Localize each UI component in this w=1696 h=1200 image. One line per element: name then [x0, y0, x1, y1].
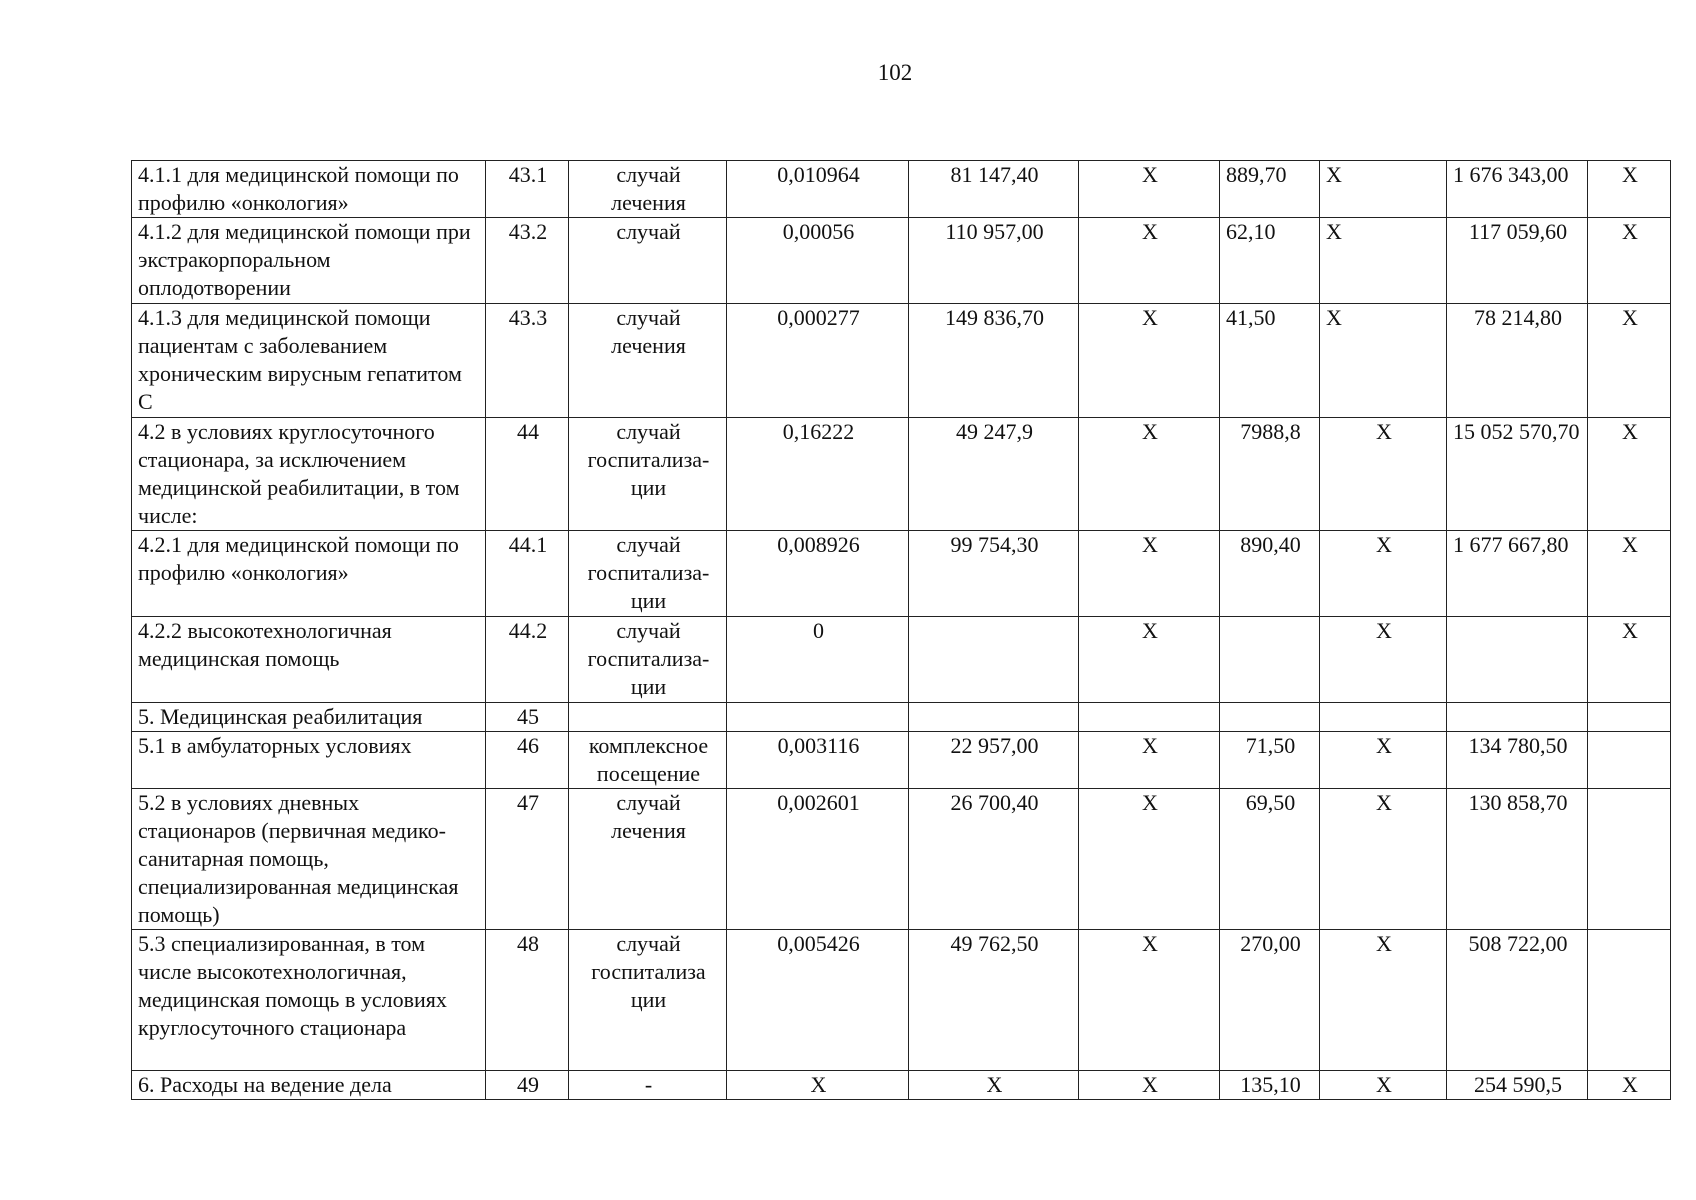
row-unit-cell — [569, 1071, 727, 1100]
row-col7-cell: 62,10 — [1220, 218, 1320, 304]
row-col6-cell: Х — [1079, 161, 1220, 218]
row-col8-cell: Х — [1320, 1071, 1447, 1100]
row-col9-cell: 134 780,50 — [1447, 732, 1588, 789]
row-name-cell: 4.2.2 высокотехнологичная медицинская помощь — [132, 617, 486, 703]
row-col8-cell: Х — [1320, 732, 1447, 789]
row-name-cell: 5.3 специализированная, в том числе высокотехнологичная, медицинская помощь в условиях круглосуточного стационара — [132, 930, 486, 1071]
row-col6-cell: Х — [1079, 304, 1220, 418]
row-col8-cell — [1320, 703, 1447, 732]
row-cost-cell: Х — [909, 1071, 1079, 1100]
unit-line: госпитализа — [591, 959, 706, 984]
unit-line: госпитализа- — [587, 560, 710, 585]
unit-line: случай — [616, 162, 681, 187]
row-cost-cell: 149 836,70 — [909, 304, 1079, 418]
row-col10-cell — [1588, 703, 1671, 732]
row-col10-cell: Х — [1588, 218, 1671, 304]
row-col8-cell: Х — [1320, 531, 1447, 617]
row-name-cell: 4.1.2 для медицинской помощи при экстракорпоральном оплодотворении — [132, 218, 486, 304]
row-col6-cell: Х — [1079, 732, 1220, 789]
row-code-cell: 47 — [486, 789, 569, 930]
financing-table — [131, 160, 1671, 1100]
row-col6-cell: Х — [1079, 930, 1220, 1071]
table-row — [132, 531, 1671, 617]
row-col10-cell: Х — [1588, 161, 1671, 218]
row-name-cell: 4.1.3 для медицинской помощи пациентам с заболеванием хроническим вирусным гепатитом С — [132, 304, 486, 418]
row-col9-cell: 1 676 343,00 — [1447, 161, 1588, 218]
table-row — [132, 218, 1671, 304]
row-name-cell: 6. Расходы на ведение дела — [132, 1071, 486, 1100]
unit-line: случай — [616, 219, 681, 244]
row-col7-cell — [1220, 617, 1320, 703]
row-norm-cell: 0,005426 — [727, 930, 909, 1071]
row-cost-cell: 81 147,40 — [909, 161, 1079, 218]
row-cost-cell: 49 247,9 — [909, 418, 1079, 531]
row-col10-cell: Х — [1588, 1071, 1671, 1100]
row-cost-cell — [909, 617, 1079, 703]
row-col7-cell: 41,50 — [1220, 304, 1320, 418]
row-norm-cell: 0,16222 — [727, 418, 909, 531]
row-col9-cell: 254 590,5 — [1447, 1071, 1588, 1100]
row-code-cell: 44 — [486, 418, 569, 531]
unit-line: - — [644, 1072, 653, 1097]
row-col9-cell — [1447, 703, 1588, 732]
row-col8-cell: Х — [1320, 789, 1447, 930]
row-col6-cell: Х — [1079, 1071, 1220, 1100]
row-col7-cell: 71,50 — [1220, 732, 1320, 789]
row-code-cell: 44.1 — [486, 531, 569, 617]
row-col8-cell: Х — [1320, 418, 1447, 531]
row-col6-cell: Х — [1079, 617, 1220, 703]
row-col7-cell: 69,50 — [1220, 789, 1320, 930]
row-name-cell: 4.1.1 для медицинской помощи по профилю «онкология» — [132, 161, 486, 218]
unit-line: ции — [630, 475, 667, 500]
unit-line: ции — [630, 588, 667, 613]
row-code-cell: 48 — [486, 930, 569, 1071]
unit-line: лечения — [611, 190, 686, 215]
row-code-cell: 44.2 — [486, 617, 569, 703]
unit-line: ции — [630, 674, 667, 699]
row-code-cell: 43.3 — [486, 304, 569, 418]
row-name-cell: 5.1 в амбулаторных условиях — [132, 732, 486, 789]
row-unit-cell — [569, 789, 727, 930]
row-col9-cell: 508 722,00 — [1447, 930, 1588, 1071]
row-unit-cell — [569, 732, 727, 789]
table-row — [132, 930, 1671, 1071]
row-name-cell: 4.2.1 для медицинской помощи по профилю «онкология» — [132, 531, 486, 617]
table-row — [132, 161, 1671, 218]
row-col6-cell: Х — [1079, 789, 1220, 930]
unit-line: госпитализа- — [587, 646, 710, 671]
row-col8-cell: Х — [1320, 930, 1447, 1071]
table-row — [132, 789, 1671, 930]
row-unit-cell — [569, 703, 727, 732]
unit-line: посещение — [596, 761, 701, 786]
row-col10-cell — [1588, 930, 1671, 1071]
row-col10-cell — [1588, 732, 1671, 789]
row-norm-cell: 0,000277 — [727, 304, 909, 418]
unit-line: лечения — [611, 818, 686, 843]
row-col6-cell: Х — [1079, 418, 1220, 531]
row-cost-cell: 22 957,00 — [909, 732, 1079, 789]
row-col7-cell: 135,10 — [1220, 1071, 1320, 1100]
row-norm-cell: 0,008926 — [727, 531, 909, 617]
row-norm-cell: Х — [727, 1071, 909, 1100]
table-row — [132, 703, 1671, 732]
row-norm-cell: 0 — [727, 617, 909, 703]
unit-line: комплексное — [588, 733, 709, 758]
row-col9-cell: 117 059,60 — [1447, 218, 1588, 304]
row-col7-cell: 890,40 — [1220, 531, 1320, 617]
row-col10-cell — [1588, 789, 1671, 930]
row-col8-cell: Х — [1320, 304, 1447, 418]
row-code-cell: 46 — [486, 732, 569, 789]
row-col7-cell: 270,00 — [1220, 930, 1320, 1071]
unit-line: госпитализа- — [587, 447, 710, 472]
table-row — [132, 732, 1671, 789]
row-col10-cell: Х — [1588, 617, 1671, 703]
row-col7-cell: 889,70 — [1220, 161, 1320, 218]
unit-line: случай — [616, 305, 681, 330]
row-cost-cell: 110 957,00 — [909, 218, 1079, 304]
row-col6-cell: Х — [1079, 218, 1220, 304]
table-row — [132, 617, 1671, 703]
row-cost-cell: 99 754,30 — [909, 531, 1079, 617]
row-col8-cell: Х — [1320, 218, 1447, 304]
row-col7-cell — [1220, 703, 1320, 732]
row-col8-cell: Х — [1320, 617, 1447, 703]
row-cost-cell — [909, 703, 1079, 732]
table-row — [132, 304, 1671, 418]
row-unit-cell — [569, 418, 727, 531]
row-col10-cell: Х — [1588, 531, 1671, 617]
row-code-cell: 45 — [486, 703, 569, 732]
unit-line: случай — [616, 532, 681, 557]
row-norm-cell — [727, 703, 909, 732]
row-norm-cell: 0,003116 — [727, 732, 909, 789]
page-number: 102 — [877, 60, 913, 85]
row-cost-cell: 49 762,50 — [909, 930, 1079, 1071]
row-col10-cell: Х — [1588, 418, 1671, 531]
row-col6-cell: Х — [1079, 531, 1220, 617]
row-col10-cell: Х — [1588, 304, 1671, 418]
row-col9-cell: 130 858,70 — [1447, 789, 1588, 930]
row-unit-cell — [569, 617, 727, 703]
row-unit-cell — [569, 161, 727, 218]
row-name-cell: 5. Медицинская реабилитация — [132, 703, 486, 732]
unit-line: случай — [616, 419, 681, 444]
table-row — [132, 1071, 1671, 1100]
row-norm-cell: 0,010964 — [727, 161, 909, 218]
unit-line: случай — [616, 618, 681, 643]
row-col9-cell: 15 052 570,70 — [1447, 418, 1588, 531]
row-col9-cell — [1447, 617, 1588, 703]
row-name-cell: 5.2 в условиях дневных стационаров (первичная медико-санитарная помощь, специализированная медицинская помощь) — [132, 789, 486, 930]
row-code-cell: 49 — [486, 1071, 569, 1100]
row-col9-cell: 78 214,80 — [1447, 304, 1588, 418]
table-row — [132, 418, 1671, 531]
row-unit-cell — [569, 304, 727, 418]
row-unit-cell — [569, 930, 727, 1071]
row-unit-cell — [569, 531, 727, 617]
row-col8-cell: Х — [1320, 161, 1447, 218]
row-cost-cell: 26 700,40 — [909, 789, 1079, 930]
row-col6-cell — [1079, 703, 1220, 732]
row-unit-cell — [569, 218, 727, 304]
row-col9-cell: 1 677 667,80 — [1447, 531, 1588, 617]
row-code-cell: 43.2 — [486, 218, 569, 304]
unit-line: случай — [616, 790, 681, 815]
unit-line: ции — [630, 987, 667, 1012]
row-norm-cell: 0,00056 — [727, 218, 909, 304]
row-name-cell: 4.2 в условиях круглосуточного стационара, за исключением медицинской реабилитации, в том числе: — [132, 418, 486, 531]
row-code-cell: 43.1 — [486, 161, 569, 218]
row-norm-cell: 0,002601 — [727, 789, 909, 930]
unit-line: лечения — [611, 333, 686, 358]
row-col7-cell: 7988,8 — [1220, 418, 1320, 531]
unit-line: случай — [616, 931, 681, 956]
